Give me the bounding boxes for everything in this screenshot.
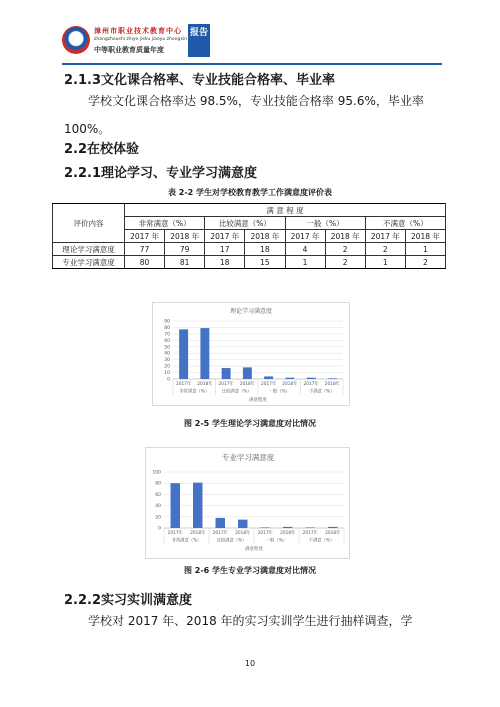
bar (243, 367, 252, 379)
table-cell: 81 (165, 256, 205, 269)
figure-2-6-caption: 图 2-6 学生专业学习满意度对比情况 (183, 566, 317, 575)
x-tick-label: 2018年 (324, 382, 340, 387)
table-cell: 18 (245, 243, 285, 256)
table-row-label: 理论学习满意度 (53, 243, 125, 256)
header-divider (62, 63, 442, 65)
table-year-header: 2018 年 (405, 230, 445, 243)
major-satisfaction-chart (145, 447, 350, 559)
table-row-label: 专业学习满意度 (53, 256, 125, 269)
table-year-header: 2017 年 (125, 230, 165, 243)
x-tick-label: 2018年 (239, 382, 255, 387)
header-pinyin: zhangzhoushi zhiye jishu jiaoyu zhongxin (94, 37, 188, 42)
x-tick-label: 2018年 (190, 531, 206, 536)
table-cell: 2 (325, 243, 365, 256)
theory-satisfaction-chart-svg (153, 303, 349, 405)
x-axis-title: 满意程度 (245, 547, 263, 552)
page-header (62, 22, 442, 70)
table-year-header: 2018 年 (165, 230, 205, 243)
chart-title: 专业学习满意度 (221, 453, 275, 462)
table-cell: 77 (125, 243, 165, 256)
section-22-heading: 2.2在校体验 (64, 142, 140, 157)
y-tick-label: 60 (155, 492, 161, 498)
group-label: 比较满意（%） (216, 538, 247, 544)
x-tick-label: 2018年 (282, 382, 298, 387)
group-label: 一般（%） (268, 389, 290, 395)
table-year-header: 2017 年 (285, 230, 325, 243)
table-cell: 15 (245, 256, 285, 269)
section-222-heading: 2.2.2实习实训满意度 (64, 593, 193, 608)
bar (171, 483, 180, 528)
table-level-header: 一般（%） (285, 217, 365, 230)
table-level-header: 非常满意（%） (125, 217, 205, 230)
table-row (53, 256, 446, 269)
group-label: 不满意（%） (308, 538, 335, 544)
section-213-heading: 2.1.3文化课合格率、专业技能合格率、毕业率 (64, 73, 336, 88)
x-tick-label: 2017年 (218, 382, 234, 387)
bar (264, 376, 273, 379)
x-tick-label: 2017年 (257, 531, 273, 536)
header-school-name: 漳州市职业技术教育中心 (94, 27, 182, 35)
table-row (53, 243, 446, 256)
header-badge: 报告 (188, 24, 210, 57)
table-cell: 1 (405, 243, 445, 256)
table-group-header: 满 意 程 度 (125, 204, 446, 217)
y-tick-label: 90 (164, 319, 170, 325)
theory-satisfaction-chart (152, 302, 350, 406)
x-tick-label: 2018年 (235, 531, 251, 536)
group-label: 比较满意（%） (221, 389, 252, 395)
bar (238, 520, 247, 528)
y-tick-label: 10 (164, 371, 170, 377)
table-year-header: 2018 年 (245, 230, 285, 243)
x-tick-label: 2017年 (176, 382, 192, 387)
bar (283, 527, 292, 528)
table-cell: 2 (405, 256, 445, 269)
x-tick-label: 2017年 (261, 382, 277, 387)
table-cell: 80 (125, 256, 165, 269)
x-tick-label: 2018年 (325, 531, 341, 536)
school-logo-icon (62, 26, 90, 54)
y-tick-label: 0 (167, 377, 170, 383)
bar (261, 527, 270, 528)
section-221-heading: 2.2.1理论学习、专业学习满意度 (64, 166, 258, 181)
table-caption: 表 2-2 学生对学校教育教学工作满意度评价表 (167, 188, 333, 197)
y-tick-label: 0 (158, 526, 161, 532)
bar (179, 329, 188, 379)
table-cell: 17 (205, 243, 245, 256)
section-222-paragraph: 学校对 2017 年、2018 年的实习实训学生进行抽样调查，学 (88, 614, 413, 628)
x-tick-label: 2017年 (167, 531, 183, 536)
y-tick-label: 40 (164, 351, 170, 357)
table-cell: 2 (365, 243, 405, 256)
bar (307, 378, 316, 379)
satisfaction-table (52, 203, 446, 269)
section-213-paragraph: 学校文化课合格率达 98.5%，专业技能合格率 95.6%，毕业率 100%。 (64, 94, 424, 136)
y-tick-label: 30 (164, 358, 170, 364)
table-cell: 2 (325, 256, 365, 269)
group-label: 一般（%） (265, 538, 288, 544)
y-tick-label: 70 (164, 332, 170, 338)
table-cell: 4 (285, 243, 325, 256)
x-tick-label: 2017年 (302, 531, 318, 536)
y-tick-label: 40 (155, 504, 161, 510)
y-tick-label: 80 (164, 325, 170, 331)
table-year-header: 2017 年 (205, 230, 245, 243)
table-cell: 1 (365, 256, 405, 269)
group-label: 非常满意（%） (171, 538, 202, 544)
bar (285, 378, 294, 379)
y-tick-label: 50 (164, 345, 170, 351)
bar (193, 483, 202, 528)
bar (216, 518, 225, 528)
bar (328, 378, 337, 379)
x-tick-label: 2017年 (212, 531, 228, 536)
table-cell: 18 (205, 256, 245, 269)
group-label: 非常满意（%） (179, 389, 210, 395)
y-tick-label: 100 (152, 470, 161, 476)
y-tick-label: 20 (164, 364, 170, 370)
bar (222, 368, 231, 379)
x-tick-label: 2018年 (197, 382, 213, 387)
major-satisfaction-chart-svg (146, 448, 349, 558)
figure-2-5-caption: 图 2-5 学生理论学习满意度对比情况 (183, 419, 317, 428)
table-cell: 79 (165, 243, 205, 256)
bar (306, 527, 315, 528)
table-corner-cell: 评价内容 (53, 204, 125, 243)
x-tick-label: 2017年 (303, 382, 319, 387)
table-year-header: 2018 年 (325, 230, 365, 243)
table-year-header: 2017 年 (365, 230, 405, 243)
y-tick-label: 60 (164, 338, 170, 344)
group-label: 不满意（%） (308, 389, 335, 395)
header-subtitle: 中等职业教育质量年度 (94, 46, 164, 54)
chart-title: 理论学习满意度 (229, 308, 273, 315)
y-tick-label: 80 (155, 481, 161, 487)
x-tick-label: 2018年 (280, 531, 296, 536)
bar (328, 527, 337, 528)
bar (200, 328, 209, 379)
y-tick-label: 20 (155, 515, 161, 521)
table-cell: 1 (285, 256, 325, 269)
table-level-header: 比较满意（%） (205, 217, 285, 230)
x-axis-title: 满意程度 (249, 398, 267, 403)
table-level-header: 不满意（%） (365, 217, 445, 230)
page-number: 10 (244, 659, 256, 668)
